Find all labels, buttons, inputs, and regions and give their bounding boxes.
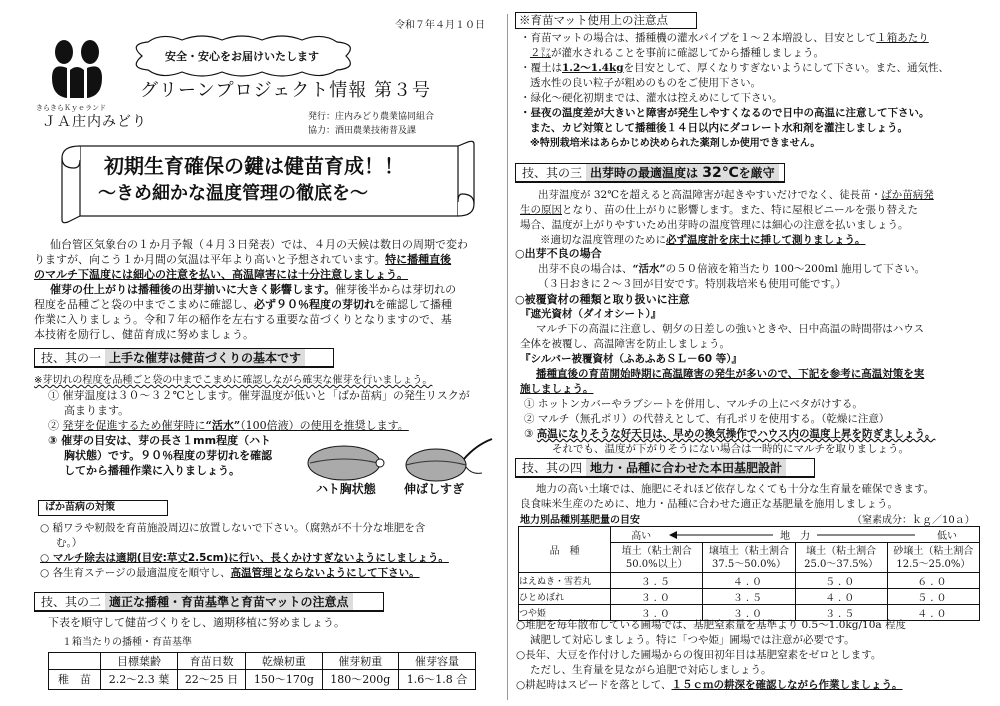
slogan-cloud [122, 34, 362, 78]
section-3-title: 出芽時の最適温度は [590, 166, 699, 180]
fert-row: つや姫 ３.０ ３.０ ３.５ ４.０ [519, 605, 980, 621]
bakanae-list: ○ 稲ワラや籾殻を育苗施設周辺に放置しないで下さい。（腐熟が不十分な堆肥を含 む。） ○ マルチ除去は適期(目安:草丈2.5cm)に行い、長くかけすぎないようにしましょう。 ○ 各生育ステージの最適温度を順守し、高温管理とならないようにして下さい。 [40, 522, 449, 579]
seed-label-overgrown: 伸ばしすぎ [404, 482, 465, 496]
fert-row: はえぬき・雪若丸 ３.５ ４.０ ５.０ ６.０ [519, 573, 980, 589]
issuer: 発行：庄内みどり農業協同組合 [308, 112, 435, 122]
intro-line: 仙台管区気象台の１か月予報（４月３日発表）では、４月の天候は数日の周期で変わ [50, 238, 468, 251]
section-4-header: 技、其の四 地力・品種に合わせた本田基肥設計 [515, 458, 815, 478]
mat-list: ・育苗マットの場合は、播種機の灌水パイプを１～２本増設し、目安として１箱あたり ２㍑が灌水されることを事前に確認してから播種しましょう。 ・覆土は1.2～1.4kgを目安として、厚くなりすぎないようにして下さい。また、通気性、 透水性の良い粒子が粗めのものをご使用下さい。 ・緑化～硬化初期までは、灌水は控えめにして下さい。 ・昼夜の温度差が大きいと障害が発生しやすくなるので日中の高温に注意して下さい。 また、カビ対策として播種後１４日以内にダコレート水和剤を灌注しましょう。 ※特別栽培米はあらかじめ決められた薬剤しか使用できません。 [520, 32, 949, 149]
issue-date: 令和７年４月１０日 [395, 20, 485, 31]
section-3-header: 技、其の三 出芽時の最適温度は 32℃を厳守 [515, 163, 785, 183]
section-4-text: 地力の高い土壌では、施肥にそれほど依存しなくても十分な生育量を確保できます。 良食味米生産のために、地力・品種に合わせた適正な基肥量を施用しましょう。 [520, 483, 935, 510]
section-1-list: ① 催芽温度は３０～３２℃とします。催芽温度が低いと「ばか苗病」の発生リスクが 高まります。 ② 発芽を促進するため催芽時に“活水”（100倍液）の使用を推奨します。 ③ 催芽の目安は、芽の長さ１mm程度（ハト 胸状態）です。９０％程度の芽切れを確認 してから播種作業に入りましょう。 [48, 389, 470, 477]
intro-emphasis: のマルチ下温度には細心の注意を払い、高温障害には十分注意しましょう。 [34, 268, 408, 281]
org-small: きらきらＫｙｅランド [36, 104, 106, 112]
fert-table-title: 地力別品種別基肥量の目安 [520, 515, 640, 526]
mat-title: ※育苗マット使用上の注意点 [515, 12, 697, 29]
intro-text: 仙台管区気象台の１か月予報（４月３日発表）では、４月の天候は数日の周期で変わ りますが、向こう１か月間の気温は平年より高いと予想されています。特に播種直後 のマルチ下温度には細心の注意を払い、高温障害には十分注意しましょう。 催芽の仕上がりは播種後の出芽揃いに大きく影響します。催芽後半からは芽切れの 程度を品種ごと袋の中までこまめに確認し、必ず９０％程度の芽切れを確認して播種 作業に入りましょう。令和７年の稲作を左右する重要な苗づくりとなりますので、基 本技術を励行し、健苗育成に努めましょう。 [34, 237, 500, 342]
section-2-header: 技、其の二 適正な播種・育苗基準と育苗マットの注意点 [34, 592, 384, 612]
seed-label-good: ハト胸状態 [316, 482, 376, 496]
cover-title: ○被覆資材の種類と取り扱いに注意 [515, 293, 690, 306]
org-name: ＪＡ庄内みどり [42, 114, 147, 130]
section-4-title: 地力・品種に合わせた本田基肥設計 [586, 459, 786, 476]
banner-headline: 初期生育確保の鍵は健苗育成！！ [104, 154, 404, 178]
bakanae-title: ばか苗病の対策 [38, 500, 168, 516]
newsletter-title: グリーンプロジェクト情報 第３号 [140, 80, 432, 101]
slogan: 安全・安心をお届けいたします [165, 50, 319, 63]
section-1-title: 上手な催芽は健苗づくりの基本です [105, 349, 305, 366]
section-2-text: 下表を順守して健苗づくりをし、適期移植に努めましょう。 [48, 616, 345, 629]
column-divider [507, 14, 508, 700]
fert-notes: ○堆肥を毎年散布している圃場では、基肥窒素量を基準より 0.5～1.0kg/10a 程度 減肥して対応しましょう。特に「つや姫」圃場では注意が必要です。 ○長年、大豆を作付けした圃場からの復田初年目は基肥窒素をゼロとします。 ただし、生育量を見ながら追肥で対応しましょう。 ○耕起時はスピードを落として、１５ｃｍの耕深を確認しながら作業しましょう。 [516, 619, 906, 691]
seed-table-caption: １箱当たりの播種・育苗基準 [62, 637, 192, 648]
cover-text: 『遮光資材（ダイオシート）』 マルチ下の高温に注意し、朝夕の日差しの強いときや、日中高温の時間帯はハウス 全体を被覆し、高温障害を防止しましょう。 『シルバー被覆資材（ふあふあＳＬ－60 等）』 播種直後の育苗開始時期に高温障害の発生が多いので、下記を参考に高温対策を実 施しましょう。 ① ホットンカバーやラブシートを併用し、マルチの上にベタがけする。 ② マルチ（無孔ポリ）の代替えとして、有孔ポリを使用する。（乾燥に注意） ③ 高温になりそうな好天日は、早めの換気操作でハウス内の温度上昇を防ぎましょう。 それでも、温度が下がりそうにない場合は一時的にマルチを取りましょう。 [520, 308, 936, 455]
scroll-banner [58, 140, 478, 224]
section-3-text: 出芽温度が 32℃を超えると高温障害が起きやすいだけでなく、徒長苗・ばか苗病発 生の原因となり、苗の仕上がりに影響します。また、特に屋根ビニールを張り替えた 場合、温度が上がりやすいため出芽時の温度管理には細心の注意を払いましょう。 ※適切な温度管理のために必ず温度計を床土に挿して測りましょう。 [520, 189, 934, 246]
fertility-arrow [669, 531, 919, 539]
seed-table: 目標葉齢 育苗日数 乾燥籾重 催芽籾重 催芽容量 稚 苗 2.2～2.3 葉 22～25 日 150～170g 180～200g 1.6～1.8 合 [48, 652, 476, 690]
section-1-header: 技、其の一 上手な催芽は健苗づくりの基本です [34, 348, 334, 368]
section-1-note: ※芽切れの程度を品種ごと袋の中までこまめに確認しながら確実な催芽を行いましょう。 [34, 375, 433, 386]
cooperator: 協力：酒田農業技術普及課 [308, 126, 417, 136]
fertilizer-table: 品 種 高い 地 力 低い 埴土（粘土割合 50.0%以上） 壌埴土（粘土割合 37.5～50.0%） 壌土（粘土割合 25.0～37.5%） 砂壌土（粘土割合 12.5～25.0%） はえぬき・雪若丸 ３.５ ４.０ ５.０ ６.０ ひとめぼれ ３.０ ３.５ ４.０ ５.０ つや姫 ３.０ ３.０ ３.５ ４.０ [518, 526, 980, 621]
ja-logo [42, 40, 112, 102]
banner-subheadline: ～きめ細かな温度管理の徹底を～ [98, 183, 368, 204]
poor-germination-text: 出芽不良の場合は、“活水”の５０倍液を箱当たり 100～200ml 施用して下さい。 （３日おきに２～３回が目安です。特別栽培米も使用可能です。） [538, 263, 926, 290]
section-2-title: 適正な播種・育苗基準と育苗マットの注意点 [105, 593, 353, 610]
poor-germination-title: ○出芽不良の場合 [515, 247, 602, 260]
fert-table-unit: （窒素成分：ｋｇ／10ａ） [852, 515, 975, 526]
fert-row: ひとめぼれ ３.０ ３.５ ４.０ ５.０ [519, 589, 980, 605]
fert-soil-fertility-header: 高い 地 力 低い [611, 527, 980, 543]
